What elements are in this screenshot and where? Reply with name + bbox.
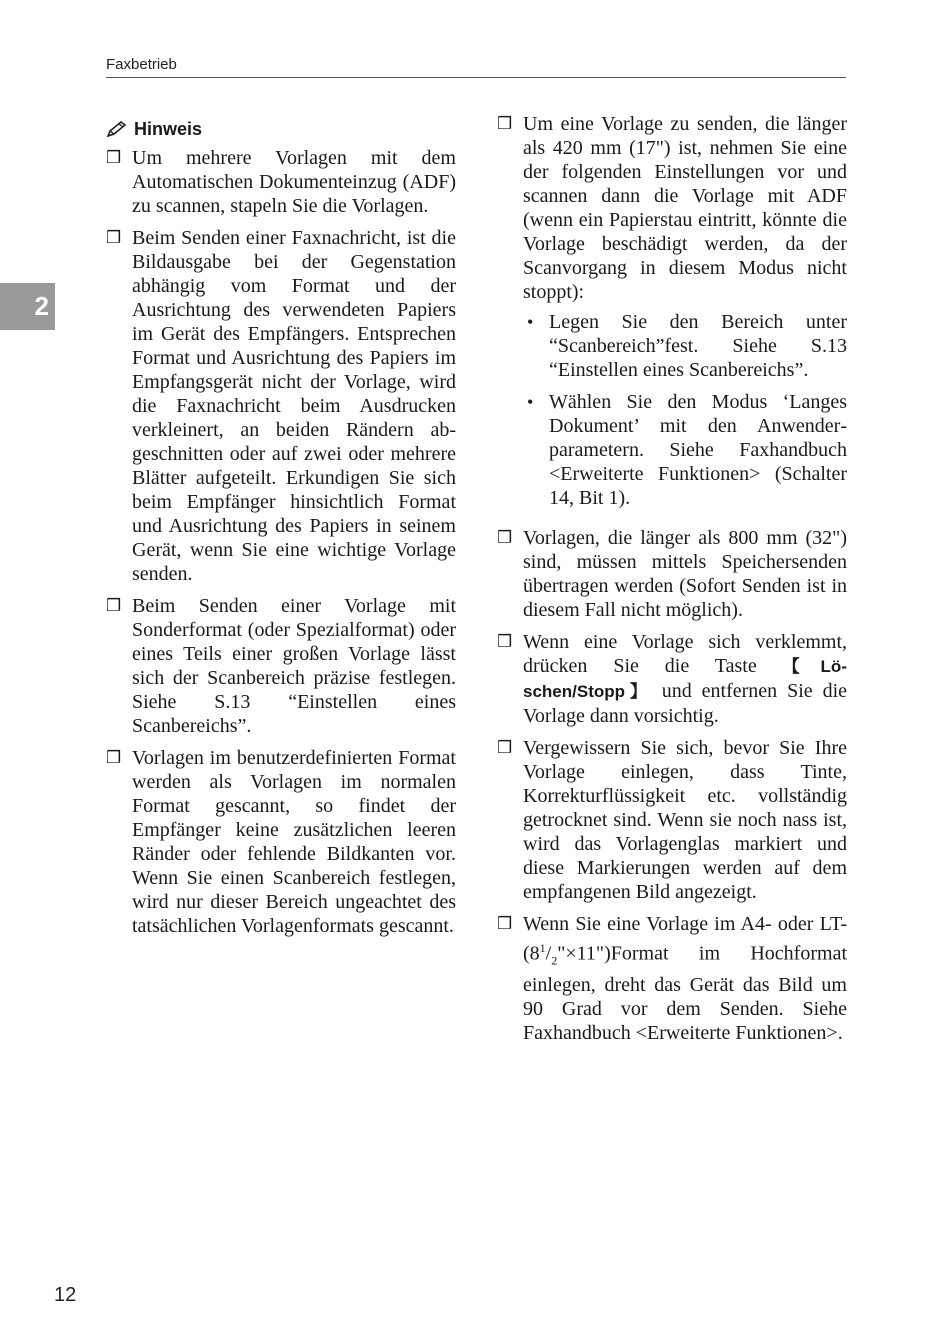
- chapter-tab: 2: [0, 283, 55, 330]
- list-item: [497, 112, 847, 518]
- list-item-text-part: Wenn Sie eine Vorlage im A4- oder LT- (8: [523, 913, 847, 965]
- list-item-text-part: und entfernen Sie die Vorlage dann vorsichtig.: [523, 680, 847, 727]
- header-rule: [106, 77, 846, 78]
- checkbox-icon: ❒: [497, 632, 513, 652]
- list-item-text: Um eine Vorlage zu senden, die länger als 420 mm (17") ist, nehmen Sie eine der folgenden Einstellungen vor und scannen dann die Vorlage mit ADF (wenn ein Papierstau eintritt, könnte die Vorlage beschädigt werden, da der Scanvorgang in diesem Modus nicht stoppt):: [523, 113, 847, 303]
- fraction-denominator: 2: [551, 953, 558, 968]
- checkbox-icon: ❒: [497, 738, 513, 758]
- note-heading: [106, 116, 456, 142]
- list-item-text-part: Wenn eine Vorlage sich verklemmt, drücken Sie die Taste: [523, 631, 847, 677]
- list-item: [106, 594, 456, 738]
- list-item-text: Um mehrere Vorlagen mit dem Automatischen Dokumenteinzug (ADF) zu scannen, stapeln Sie die Vorlagen.: [132, 147, 456, 217]
- list-item: [497, 912, 847, 1045]
- list-item-text: [523, 912, 847, 1045]
- list-item-body: [523, 112, 847, 518]
- fraction-numerator: 1: [539, 941, 546, 955]
- list-item-text: Vorlagen im benutzerdefinierten Format werden als Vorlagen im normalen Format gescannt, so findet der Empfänger keine zusätzlichen leeren Ränder oder fehlende Bildkanten vor. Wenn Sie einen Scanbereich festlegen, wird nur dieser Bereich ungeachtet des tatsächlichen Vorlagenformats gescannt.: [132, 747, 456, 937]
- bullet-icon: •: [527, 392, 534, 412]
- list-item-text: Beim Senden einer Faxnachricht, ist die Bildausgabe bei der Gegenstation abhängig vom Format und der Ausrichtung des verwendeten Papiers im Gerät des Empfängers. Entsprechen Format und Ausrichtung des Papiers im Empfangsgerät nicht der Vorlage, wird die Faxnachricht beim Ausdrucken verkleinert, an beiden Rändern abgeschnitten oder auf zwei oder mehrere Blätter aufgeteilt. Erkundigen Sie sich beim Empfänger hinsichtlich Format und Ausrichtung des Papiers in seinem Gerät, wenn Sie eine wichtige Vorlage senden.: [132, 227, 456, 585]
- list-item-text: Vergewissern Sie sich, bevor Sie Ihre Vorlage einlegen, dass Tinte, Korrekturflüssigkeit etc. vollständig getrocknet sind. Wenn sie noch nass ist, wird das Vorlagenglas markiert und diese Markierungen werden auf dem empfangenen Bild angezeigt.: [523, 737, 847, 903]
- fraction-slash: /: [545, 942, 552, 965]
- list-item: [106, 226, 456, 586]
- key-name: 【Löschen/Stopp】: [523, 657, 847, 701]
- checkbox-icon: ❒: [106, 228, 122, 248]
- bullet-item: [523, 310, 847, 382]
- list-item: [106, 146, 456, 218]
- list-item-text: [523, 630, 847, 728]
- running-header: Faxbetrieb: [106, 56, 177, 73]
- checkbox-icon: ❒: [106, 748, 122, 768]
- list-item: [497, 630, 847, 728]
- pencil-icon: [106, 120, 128, 138]
- list-item-text: Vorlagen, die länger als 800 mm (32") sind, müssen mittels Speichersenden übertragen werden (Sofort Senden ist in diesem Fall nicht möglich).: [523, 527, 847, 621]
- checkbox-icon: ❒: [497, 914, 513, 934]
- note-heading-label: Hinweis: [134, 118, 203, 139]
- bullet-list: [523, 310, 847, 510]
- list-item: [497, 526, 847, 622]
- list-item: [106, 746, 456, 938]
- page-number: 12: [54, 1284, 77, 1306]
- left-column: [106, 112, 456, 946]
- bullet-icon: •: [527, 312, 534, 332]
- checkbox-icon: ❒: [106, 148, 122, 168]
- bullet-item: [523, 390, 847, 510]
- bullet-text: Legen Sie den Bereich unter “Scanbereich”fest. Siehe S.13 “Einstellen eines Scanbereichs”.: [549, 311, 847, 381]
- checkbox-icon: ❒: [497, 528, 513, 548]
- right-column: [497, 112, 847, 1053]
- bullet-text: Wählen Sie den Modus ‘Langes Dokument’ mit den Anwenderparametern. Siehe Faxhandbuch <Erweiterte Funktionen> (Schalter 14, Bit 1).: [549, 391, 847, 509]
- checkbox-icon: ❒: [497, 114, 513, 134]
- list-item: [497, 736, 847, 904]
- checkbox-icon: ❒: [106, 596, 122, 616]
- list-item-text: Beim Senden einer Vorlage mit Sonderformat (oder Spezialformat) oder eines Teils einer großen Vorlage lässt sich der Scanbereich präzise festlegen. Siehe S.13 “Einstellen eines Scanbereichs”.: [132, 595, 456, 737]
- list-item-text-part: "×11")Format im Hochformat einlegen, dreht das Gerät das Bild um 90 Grad vor dem Senden. Siehe Faxhandbuch <Erweiterte Funktionen>.: [523, 942, 847, 1044]
